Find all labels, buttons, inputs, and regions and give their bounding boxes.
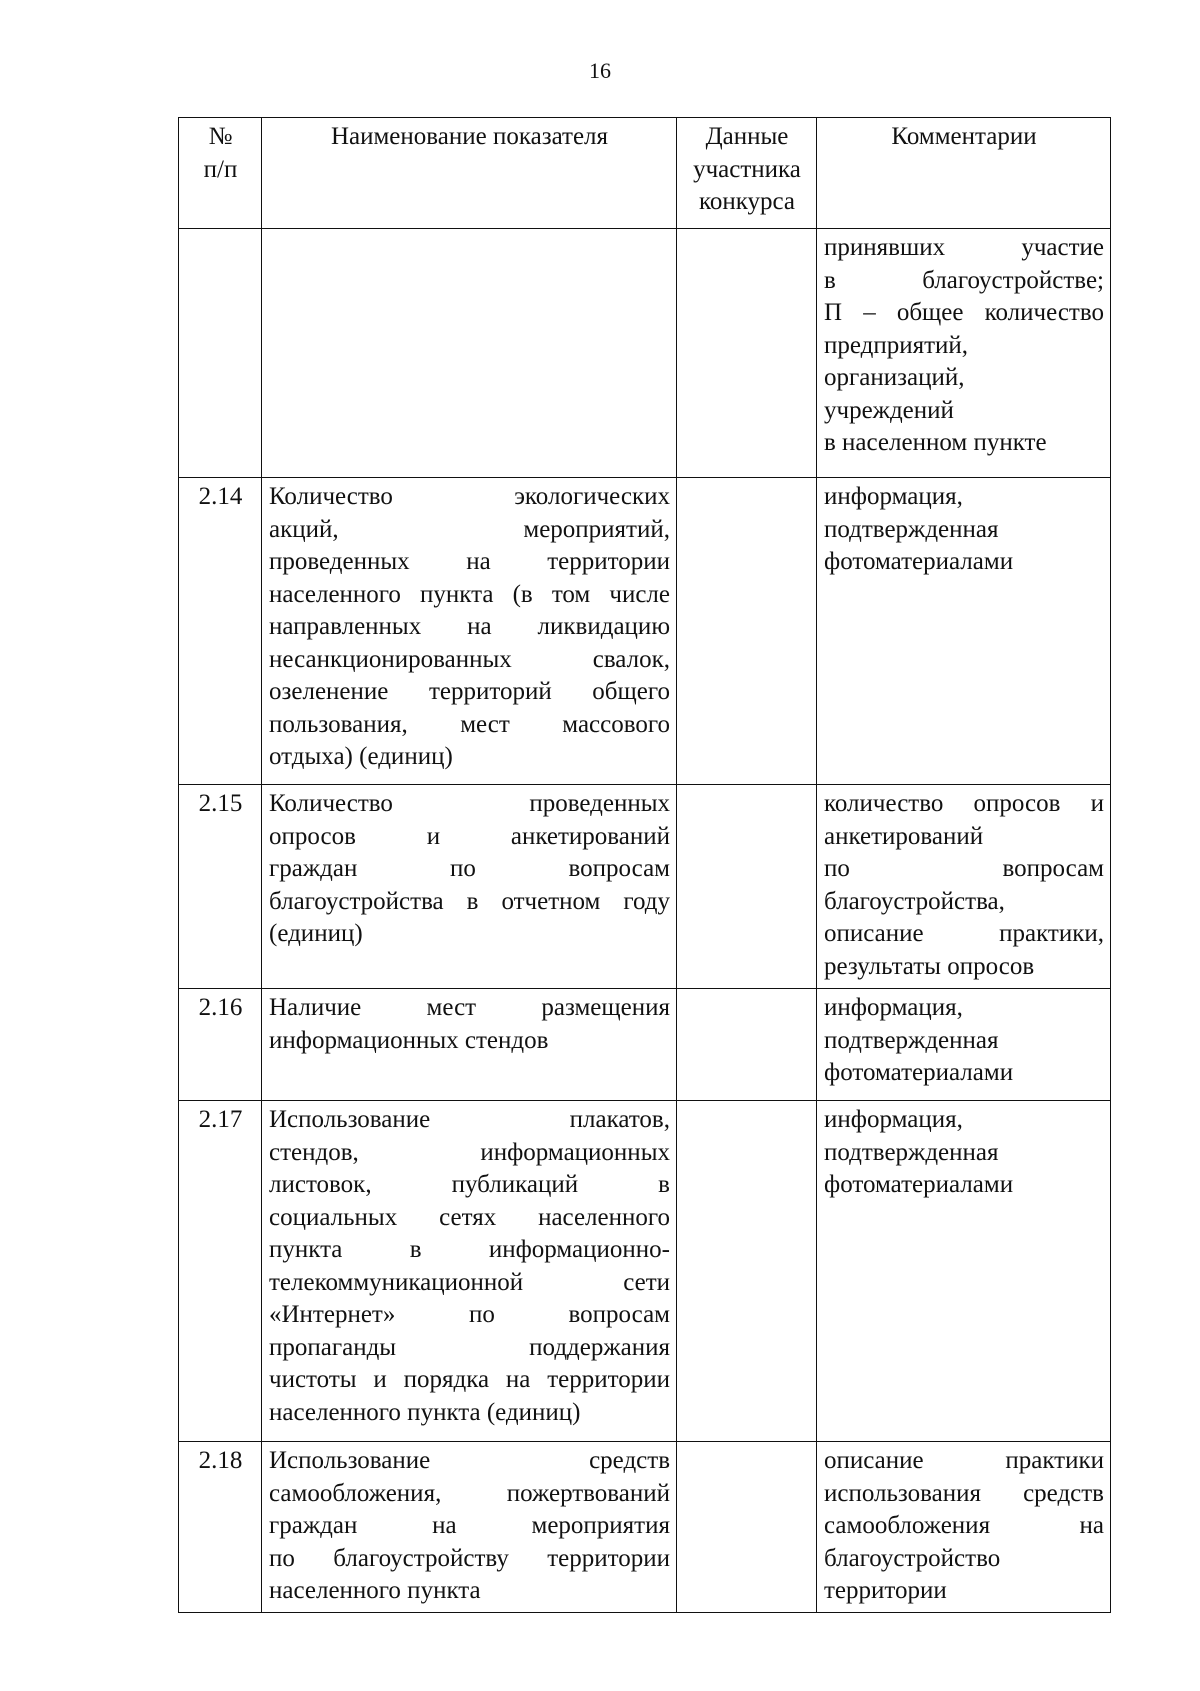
row-number: 2.16 [179, 989, 262, 1101]
participant-data-cell [677, 989, 817, 1101]
comment-line: самообложения на [824, 1512, 1104, 1539]
header-number-line: № [208, 123, 233, 150]
indicator-name [262, 785, 677, 989]
indicator-name-line: телекоммуникационной сети [269, 1268, 670, 1296]
header-data-line: участника [693, 155, 801, 183]
comment-line: организаций, [824, 364, 965, 391]
indicator-name-line: Использование средств [269, 1447, 670, 1474]
header-indicator-name: Наименование показателя [262, 118, 677, 229]
participant-data-cell [677, 785, 817, 989]
comment-line: благоустройство [824, 1544, 1001, 1572]
comment-line: описание практики [824, 1447, 1104, 1474]
comment-line: в населенном пункте [824, 429, 1047, 456]
page-number: 16 [589, 58, 611, 83]
indicator-name-line: несанкционированных свалок, [269, 645, 670, 673]
participant-data-cell [677, 229, 817, 478]
header-comments: Комментарии [817, 118, 1111, 229]
indicator-name-line: акций, мероприятий, [269, 515, 670, 543]
comment-line: территории [824, 1577, 947, 1604]
indicator-name-line: листовок, публикаций в [269, 1171, 670, 1198]
indicator-name-line: социальных сетях населенного [269, 1203, 670, 1231]
comment-line: информация, [824, 483, 963, 510]
comment-line: информация, [824, 994, 963, 1021]
comment-cell [817, 478, 1111, 785]
header-data-line: Данные [705, 123, 789, 150]
indicator-name-line: Количество экологических [269, 483, 670, 510]
indicators-table [178, 117, 1111, 1613]
indicator-name-line: пункта в информационно- [269, 1236, 670, 1263]
indicator-name-line: населенного пункта (единиц) [269, 1398, 581, 1426]
indicator-name-line: Количество проведенных [269, 790, 670, 817]
header-participant-data [677, 118, 817, 229]
comment-line: подтвержденная [824, 1026, 999, 1054]
comment-cell [817, 1101, 1111, 1442]
indicator-name-line: стендов, информационных [269, 1138, 670, 1166]
table-row [179, 478, 1111, 785]
comment-line: по вопросам [824, 855, 1104, 882]
indicator-name-line: опросов и анкетирований [269, 822, 670, 850]
indicator-name-line: пропаганды поддержания [269, 1333, 670, 1361]
indicator-name-line: населенного пункта (в том числе [269, 580, 670, 608]
table-header-row [179, 118, 1111, 229]
comment-line: учреждений [824, 396, 954, 424]
comment-line: подтвержденная [824, 515, 999, 543]
indicator-name-line: по благоустройству территории [269, 1544, 670, 1572]
comment-line: принявших участие [824, 234, 1104, 261]
table-row [179, 1442, 1111, 1613]
header-number-line: п/п [203, 155, 238, 183]
indicator-name-line: чистоты и порядка на территории [269, 1366, 670, 1393]
comment-line: использования средств [824, 1479, 1104, 1507]
comment-line: в благоустройстве; [824, 266, 1104, 294]
indicator-name-line: озеленение территорий общего [269, 678, 670, 705]
comment-cell [817, 1442, 1111, 1613]
row-number: 2.18 [179, 1442, 262, 1613]
comment-line: анкетирований [824, 822, 984, 850]
indicator-name-line: населенного пункта [269, 1577, 481, 1604]
table-body [179, 229, 1111, 1613]
indicator-name-line: граждан по вопросам [269, 855, 670, 882]
comment-line: количество опросов и [824, 790, 1104, 817]
comment-line: П – общее количество [824, 299, 1104, 326]
header-data-line: конкурса [698, 188, 796, 215]
table-row [179, 1101, 1111, 1442]
comment-line: фотоматериалами [824, 548, 1014, 575]
indicator-name [262, 989, 677, 1101]
participant-data-cell [677, 1101, 817, 1442]
comment-cell [817, 785, 1111, 989]
comment-cell [817, 229, 1111, 478]
indicator-name-line: благоустройства в отчетном году [269, 887, 670, 915]
row-number: 2.14 [179, 478, 262, 785]
indicator-name [262, 1101, 677, 1442]
indicator-name-line: (единиц) [269, 920, 363, 947]
participant-data-cell [677, 1442, 817, 1613]
table-row [179, 785, 1111, 989]
header-number [179, 118, 262, 229]
comment-line: информация, [824, 1106, 963, 1133]
indicator-name-line: информационных стендов [269, 1026, 549, 1054]
indicator-name-line: Использование плакатов, [269, 1106, 670, 1133]
indicator-name [262, 229, 677, 478]
comment-cell [817, 989, 1111, 1101]
comment-line: описание практики, [824, 920, 1104, 947]
comment-line: результаты опросов [824, 952, 1035, 980]
comment-line: предприятий, [824, 331, 969, 359]
indicator-name-line: «Интернет» по вопросам [269, 1301, 670, 1328]
comment-line: фотоматериалами [824, 1171, 1014, 1198]
indicator-name-line: самообложения, пожертвований [269, 1479, 670, 1507]
comment-line: благоустройства, [824, 887, 1005, 915]
row-number: 2.15 [179, 785, 262, 989]
table-row [179, 229, 1111, 478]
indicator-name-line: направленных на ликвидацию [269, 613, 670, 640]
indicator-name [262, 478, 677, 785]
indicator-name-line: граждан на мероприятия [269, 1512, 670, 1539]
indicator-name-line: Наличие мест размещения [269, 994, 670, 1021]
row-number: 2.17 [179, 1101, 262, 1442]
row-number [179, 229, 262, 478]
table-row [179, 989, 1111, 1101]
comment-line: подтвержденная [824, 1138, 999, 1166]
comment-line: фотоматериалами [824, 1059, 1014, 1086]
indicator-name-line: пользования, мест массового [269, 710, 670, 738]
indicator-name [262, 1442, 677, 1613]
indicator-name-line: проведенных на территории [269, 548, 670, 575]
participant-data-cell [677, 478, 817, 785]
indicator-name-line: отдыха) (единиц) [269, 743, 453, 770]
